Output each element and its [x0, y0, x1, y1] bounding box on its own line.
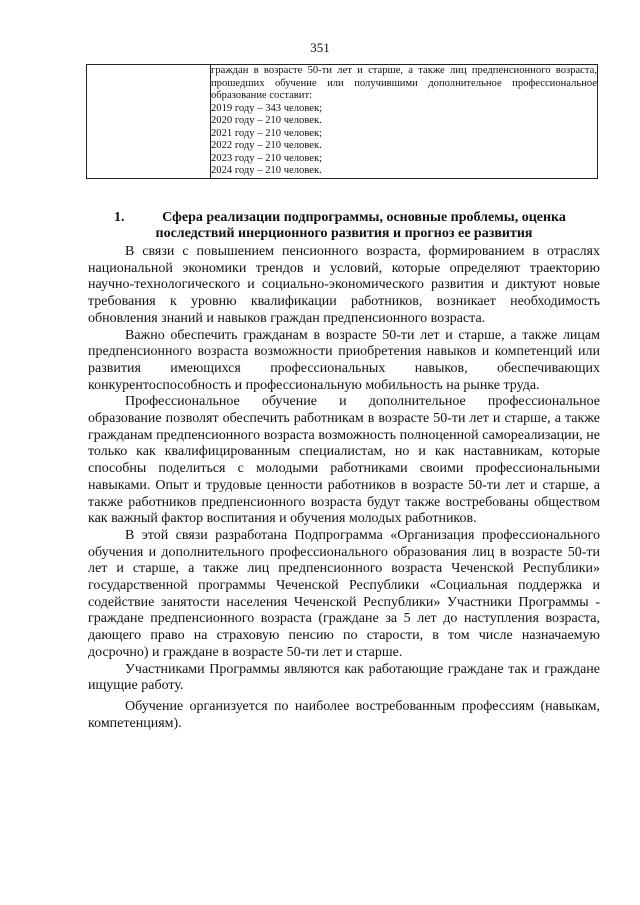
table-year-line: 2024 году – 210 человек. [211, 165, 322, 176]
table-row [87, 65, 598, 179]
table-intro-text: граждан в возрасте 50-ти лет и старше, а также лиц предпенсионного возраста, прошедших обучение или получившими дополнительное профессиональное образование составит: [211, 65, 597, 101]
table-text-cell [211, 65, 598, 179]
section-title-line-2: последствий инерционного развития и прогноз ее развития [155, 226, 533, 241]
page-number: 351 [310, 40, 330, 55]
paragraph: В связи с повышением пенсионного возраста, формированием в отраслях национальной экономики трендов и условий, которые определяют траекторию научно-технологического и социально-экономического развития и диктуют новые требования к уровню квалификации работников, возникает необходимость обновления знаний и навыков граждан предпенсионного возраста. [88, 244, 600, 326]
section-heading [88, 210, 600, 242]
section-number: 1. [114, 210, 125, 225]
paragraph: В этой связи разработана Подпрограмма «Организация профессионального обучения и дополнительного профессионального образования лиц в возрасте 50-ти лет и старше, а также лиц предпенсионного возраста Чеченской Республики» государственной программы Чеченской Республики «Социальная поддержка и содействие занятости населения Чеченской Республики» Участники Программы - граждане предпенсионного возраста (граждане за 5 лет до наступления возраста, дающего право на страховую пенсию по старости, в том числе назначаемую досрочно) и граждане в возрасте 50-ти лет и старше. [88, 527, 600, 660]
table-year-line: 2019 году – 343 человек; [211, 102, 323, 114]
paragraph: Важно обеспечить гражданам в возрасте 50-ти лет и старше, а также лицам предпенсионного возраста возможности приобретения навыков и компетенций или развития имеющихся профессиональных навыков, обеспечивающих конкурентоспособность и профессиональную мобильность на рынке труда. [88, 327, 600, 393]
table-year-line: 2020 году – 210 человек. [211, 115, 322, 126]
table-year-line: 2022 году – 210 человек. [211, 140, 322, 151]
paragraph: Профессиональное обучение и дополнительное профессиональное образование позволят обеспечить работникам в возрасте 50-ти лет и старше, а также гражданам предпенсионного возраста возможность полноценной самореализации, не только как квалифицированным специалистам, но и как наставникам, которые способны поделиться с молодыми работниками своими профессиональными навыками. Опыт и трудовые ценности работников в возрасте 50-ти лет и старше, а также работников предпенсионного возраста будут также востребованы обществом как важный фактор воспитания и обучения молодых работников. [88, 394, 600, 527]
info-table [86, 64, 598, 179]
section-title-line-1: Сфера реализации подпрограммы, основные проблемы, оценка [162, 210, 566, 225]
paragraph: Обучение организуется по наиболее востребованным профессиям (навыкам, компетенциям). [88, 698, 600, 731]
table-year-line: 2021 году – 210 человек; [211, 127, 323, 139]
table-empty-cell [87, 65, 211, 179]
table-year-line: 2023 году – 210 человек; [211, 152, 323, 164]
body-text [88, 244, 600, 732]
paragraph: Участниками Программы являются как работающие граждане так и граждане ищущие работу. [88, 661, 600, 694]
